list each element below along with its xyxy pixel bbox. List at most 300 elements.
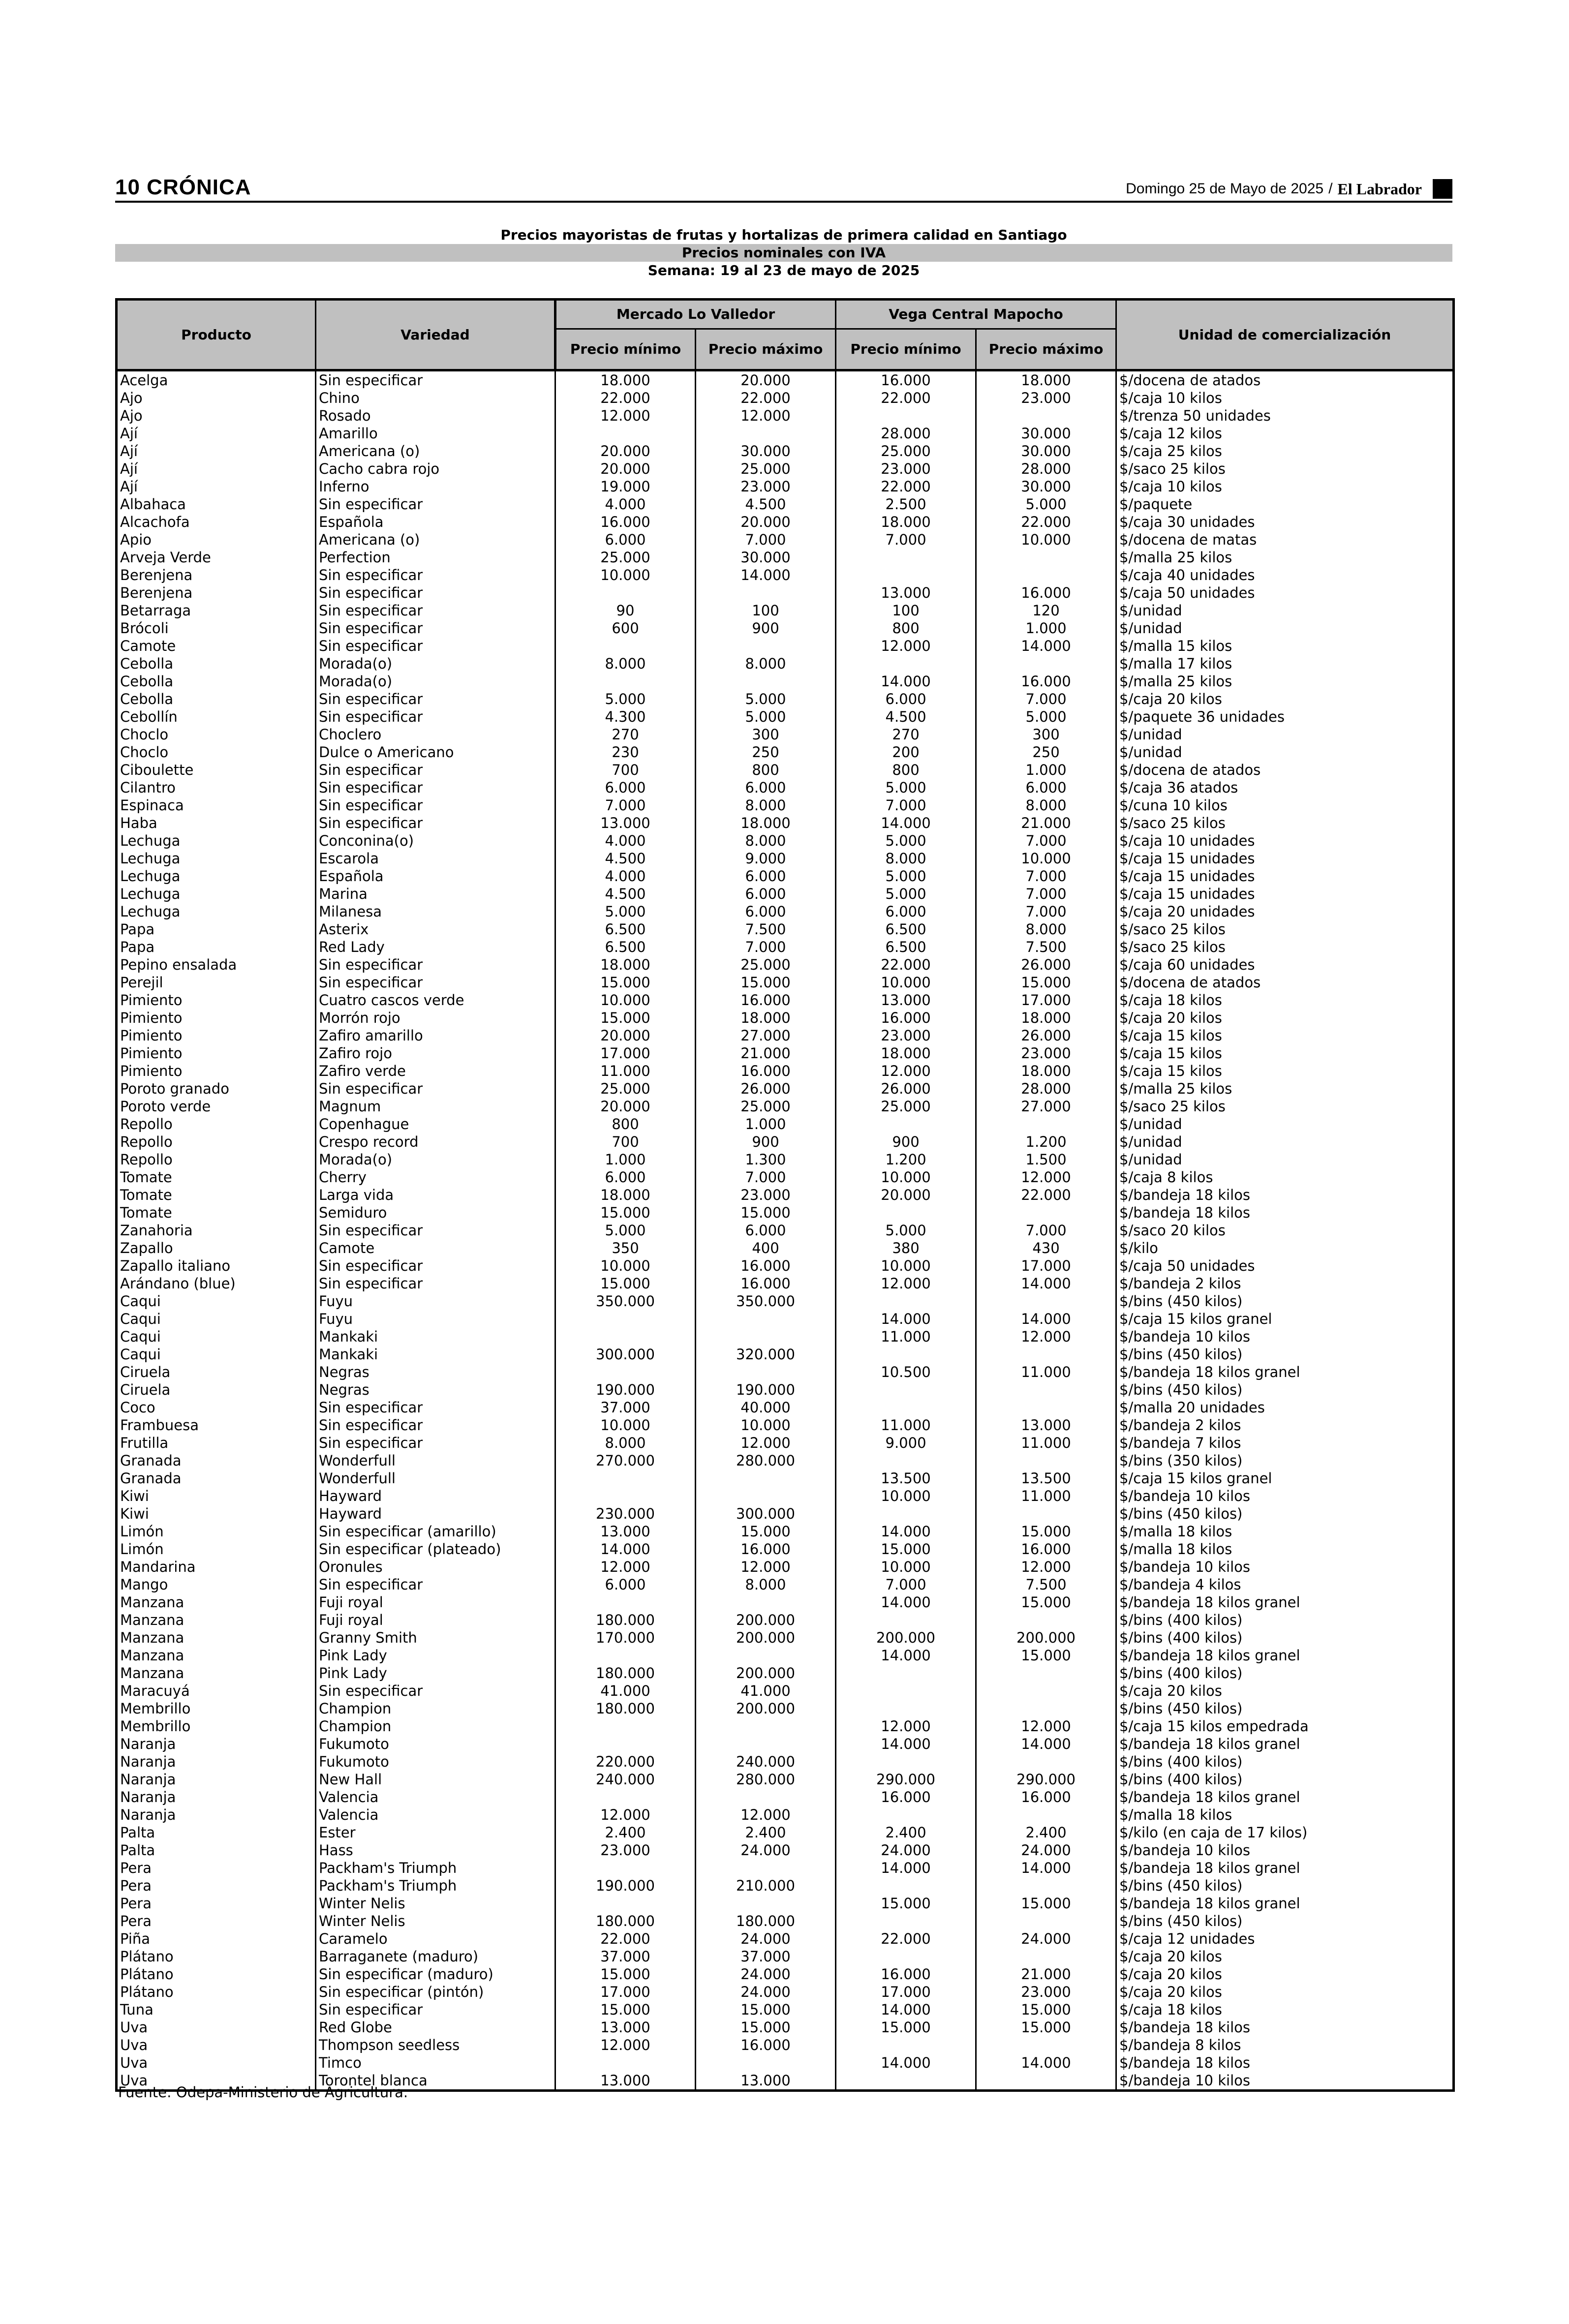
cell-min-vega (836, 1292, 976, 1310)
cell-max-valledor: 18.000 (696, 1009, 836, 1027)
cell-max-vega: 17.000 (976, 991, 1116, 1009)
cell-min-vega: 5.000 (836, 779, 976, 796)
cell-max-vega (976, 1115, 1116, 1133)
cell-min-valledor: 220.000 (555, 1753, 696, 1771)
table-row (117, 956, 1454, 974)
cell-min-valledor: 4.000 (555, 832, 696, 850)
cell-producto: Kiwi (117, 1505, 316, 1523)
cell-unidad: $/bandeja 10 kilos (1116, 1487, 1454, 1505)
cell-min-valledor: 14.000 (555, 1540, 696, 1558)
cell-min-vega (836, 1753, 976, 1771)
cell-unidad: $/bandeja 18 kilos granel (1116, 1593, 1454, 1611)
cell-variedad: Sin especificar (316, 779, 555, 796)
cell-min-vega: 14.000 (836, 1647, 976, 1664)
cell-producto: Lechuga (117, 885, 316, 903)
cell-producto: Arándano (blue) (117, 1275, 316, 1292)
cell-max-valledor: 37.000 (696, 1948, 836, 1965)
table-row (117, 779, 1454, 796)
cell-producto: Lechuga (117, 850, 316, 867)
cell-variedad: Sin especificar (316, 974, 555, 991)
table-row (117, 1080, 1454, 1098)
cell-max-vega (976, 1505, 1116, 1523)
cell-unidad: $/bandeja 7 kilos (1116, 1434, 1454, 1452)
cell-min-valledor (555, 637, 696, 655)
cell-min-valledor (555, 1788, 696, 1806)
cell-min-vega (836, 2072, 976, 2091)
cell-max-vega: 13.500 (976, 1469, 1116, 1487)
cell-variedad: Sin especificar (maduro) (316, 1965, 555, 1983)
cell-max-valledor: 250 (696, 743, 836, 761)
cell-variedad: Sin especificar (pintón) (316, 1983, 555, 2001)
cell-min-valledor: 13.000 (555, 2018, 696, 2036)
table-row (117, 1275, 1454, 1292)
cell-variedad: Sin especificar (316, 956, 555, 974)
cell-unidad: $/caja 8 kilos (1116, 1168, 1454, 1186)
cell-min-vega: 12.000 (836, 1717, 976, 1735)
table-row (117, 1841, 1454, 1859)
cell-variedad: Sin especificar (316, 602, 555, 619)
cell-variedad: Hayward (316, 1487, 555, 1505)
cell-producto: Repollo (117, 1133, 316, 1151)
table-row (117, 478, 1454, 495)
cell-unidad: $/bandeja 2 kilos (1116, 1416, 1454, 1434)
cell-producto: Ají (117, 460, 316, 478)
header-precio-min-1: Precio mínimo (555, 329, 696, 370)
cell-min-vega: 14.000 (836, 1310, 976, 1328)
cell-max-valledor (696, 1788, 836, 1806)
cell-unidad: $/unidad (1116, 743, 1454, 761)
cell-max-valledor: 5.000 (696, 708, 836, 726)
table-row (117, 1487, 1454, 1505)
cell-min-vega: 13.000 (836, 991, 976, 1009)
table-row (117, 1328, 1454, 1345)
cell-unidad: $/bins (400 kilos) (1116, 1753, 1454, 1771)
cell-producto: Lechuga (117, 832, 316, 850)
cell-unidad: $/malla 25 kilos (1116, 673, 1454, 690)
cell-max-valledor (696, 1717, 836, 1735)
cell-max-vega: 27.000 (976, 1098, 1116, 1115)
table-row (117, 1115, 1454, 1133)
cell-max-vega: 7.000 (976, 867, 1116, 885)
cell-unidad: $/caja 20 kilos (1116, 1948, 1454, 1965)
cell-min-vega: 15.000 (836, 1895, 976, 1912)
cell-producto: Manzana (117, 1611, 316, 1629)
cell-min-valledor: 8.000 (555, 1434, 696, 1452)
cell-min-valledor: 10.000 (555, 1416, 696, 1434)
cell-max-vega: 28.000 (976, 1080, 1116, 1098)
header-right (1126, 179, 1452, 199)
cell-producto: Repollo (117, 1151, 316, 1168)
cell-unidad: $/bandeja 10 kilos (1116, 1841, 1454, 1859)
table-row (117, 460, 1454, 478)
table-titles (115, 226, 1452, 279)
cell-unidad: $/caja 15 kilos granel (1116, 1469, 1454, 1487)
table-row (117, 1186, 1454, 1204)
cell-min-vega: 900 (836, 1133, 976, 1151)
table-row (117, 1168, 1454, 1186)
cell-unidad: $/caja 50 unidades (1116, 1257, 1454, 1275)
cell-unidad: $/saco 25 kilos (1116, 1098, 1454, 1115)
cell-max-valledor: 6.000 (696, 903, 836, 920)
cell-unidad: $/bandeja 10 kilos (1116, 2072, 1454, 2091)
cell-max-vega: 26.000 (976, 956, 1116, 974)
cell-producto: Haba (117, 814, 316, 832)
cell-max-vega: 200.000 (976, 1629, 1116, 1647)
cell-max-vega: 16.000 (976, 584, 1116, 602)
cell-unidad: $/bandeja 18 kilos granel (1116, 1735, 1454, 1753)
cell-min-valledor: 90 (555, 602, 696, 619)
cell-producto: Ajo (117, 389, 316, 407)
cell-max-vega: 22.000 (976, 513, 1116, 531)
cell-max-vega: 22.000 (976, 1186, 1116, 1204)
cell-variedad: Sin especificar (316, 1222, 555, 1239)
cell-variedad: Barraganete (maduro) (316, 1948, 555, 1965)
header-producto: Producto (117, 300, 316, 370)
header-variedad: Variedad (316, 300, 555, 370)
cell-max-valledor: 12.000 (696, 407, 836, 425)
table-row (117, 1611, 1454, 1629)
cell-min-vega: 16.000 (836, 1965, 976, 1983)
cell-max-valledor: 15.000 (696, 974, 836, 991)
cell-producto: Naranja (117, 1788, 316, 1806)
cell-unidad: $/saco 25 kilos (1116, 460, 1454, 478)
cell-min-vega: 270 (836, 726, 976, 743)
cell-producto: Arveja Verde (117, 549, 316, 566)
cell-min-valledor: 230.000 (555, 1505, 696, 1523)
cell-max-valledor (696, 425, 836, 442)
cell-min-valledor: 41.000 (555, 1682, 696, 1700)
table-row (117, 885, 1454, 903)
cell-max-valledor: 180.000 (696, 1912, 836, 1930)
cell-min-vega: 10.500 (836, 1363, 976, 1381)
cell-producto: Mango (117, 1576, 316, 1593)
cell-producto: Apio (117, 531, 316, 549)
cell-variedad: Winter Nelis (316, 1895, 555, 1912)
cell-min-valledor: 18.000 (555, 370, 696, 390)
cell-min-valledor: 700 (555, 1133, 696, 1151)
cell-unidad: $/bins (350 kilos) (1116, 1452, 1454, 1469)
cell-min-vega: 14.000 (836, 1523, 976, 1540)
cell-max-vega: 7.000 (976, 832, 1116, 850)
cell-max-vega (976, 2036, 1116, 2054)
cell-min-vega: 14.000 (836, 2001, 976, 2018)
cell-max-vega: 23.000 (976, 1983, 1116, 2001)
table-row (117, 1629, 1454, 1647)
cell-variedad: Sin especificar (316, 708, 555, 726)
cell-max-vega: 18.000 (976, 1009, 1116, 1027)
cell-unidad: $/caja 15 kilos (1116, 1062, 1454, 1080)
cell-min-valledor: 37.000 (555, 1948, 696, 1965)
cell-max-vega: 15.000 (976, 1647, 1116, 1664)
table-row (117, 389, 1454, 407)
cell-variedad: Pink Lady (316, 1647, 555, 1664)
cell-max-vega: 12.000 (976, 1558, 1116, 1576)
cell-producto: Manzana (117, 1593, 316, 1611)
cell-unidad: $/caja 10 kilos (1116, 478, 1454, 495)
table-body (117, 370, 1454, 2091)
cell-unidad: $/bandeja 4 kilos (1116, 1576, 1454, 1593)
cell-unidad: $/kilo (1116, 1239, 1454, 1257)
cell-max-valledor: 7.500 (696, 920, 836, 938)
cell-min-valledor: 800 (555, 1115, 696, 1133)
cell-producto: Pera (117, 1859, 316, 1877)
cell-max-valledor: 16.000 (696, 1540, 836, 1558)
cell-min-valledor (555, 1310, 696, 1328)
cell-producto: Pimiento (117, 1062, 316, 1080)
cell-max-valledor (696, 584, 836, 602)
cell-variedad: Semiduro (316, 1204, 555, 1222)
table-row (117, 1310, 1454, 1328)
cell-variedad: Dulce o Americano (316, 743, 555, 761)
cell-variedad: Packham's Triumph (316, 1877, 555, 1895)
cell-producto: Kiwi (117, 1487, 316, 1505)
cell-producto: Pera (117, 1912, 316, 1930)
cell-unidad: $/caja 20 kilos (1116, 1983, 1454, 2001)
table-row (117, 1912, 1454, 1930)
table-row (117, 673, 1454, 690)
cell-max-vega: 15.000 (976, 1895, 1116, 1912)
cell-variedad: Larga vida (316, 1186, 555, 1204)
cell-variedad: Fukumoto (316, 1753, 555, 1771)
cell-producto: Pimiento (117, 1009, 316, 1027)
cell-min-valledor: 4.000 (555, 495, 696, 513)
cell-max-valledor: 16.000 (696, 1257, 836, 1275)
cell-producto: Caqui (117, 1328, 316, 1345)
cell-max-vega: 28.000 (976, 460, 1116, 478)
table-row (117, 1771, 1454, 1788)
cell-min-valledor (555, 1469, 696, 1487)
cell-max-vega: 15.000 (976, 2018, 1116, 2036)
cell-variedad: Fuji royal (316, 1593, 555, 1611)
cell-unidad: $/docena de atados (1116, 974, 1454, 991)
cell-min-vega: 5.000 (836, 1222, 976, 1239)
cell-variedad: Fukumoto (316, 1735, 555, 1753)
cell-variedad: Hass (316, 1841, 555, 1859)
cell-variedad: Wonderfull (316, 1452, 555, 1469)
table-row (117, 1895, 1454, 1912)
cell-max-valledor: 14.000 (696, 566, 836, 584)
cell-producto: Zanahoria (117, 1222, 316, 1239)
cell-max-vega (976, 655, 1116, 673)
table-row (117, 1664, 1454, 1682)
cell-min-vega (836, 655, 976, 673)
cell-producto: Perejil (117, 974, 316, 991)
cell-min-vega: 10.000 (836, 1257, 976, 1275)
table-row (117, 690, 1454, 708)
cell-max-valledor: 200.000 (696, 1611, 836, 1629)
cell-max-vega: 16.000 (976, 1788, 1116, 1806)
cell-min-vega: 14.000 (836, 1859, 976, 1877)
table-row (117, 1062, 1454, 1080)
cell-max-vega: 300 (976, 726, 1116, 743)
cell-max-valledor: 20.000 (696, 513, 836, 531)
table-row (117, 1257, 1454, 1275)
cell-unidad: $/caja 50 unidades (1116, 584, 1454, 602)
cell-min-vega: 7.000 (836, 1576, 976, 1593)
cell-unidad: $/docena de atados (1116, 761, 1454, 779)
cell-variedad: Magnum (316, 1098, 555, 1115)
cell-producto: Maracuyá (117, 1682, 316, 1700)
cell-unidad: $/caja 15 kilos empedrada (1116, 1717, 1454, 1735)
cell-min-valledor: 8.000 (555, 655, 696, 673)
cell-variedad: Sin especificar (316, 1275, 555, 1292)
cell-min-valledor: 23.000 (555, 1841, 696, 1859)
table-row (117, 1948, 1454, 1965)
cell-min-vega: 800 (836, 619, 976, 637)
cell-min-valledor: 700 (555, 761, 696, 779)
table-row (117, 1044, 1454, 1062)
cell-variedad: Oronules (316, 1558, 555, 1576)
cell-max-valledor: 7.000 (696, 938, 836, 956)
cell-min-vega: 12.000 (836, 1275, 976, 1292)
cell-min-vega: 14.000 (836, 814, 976, 832)
cell-unidad: $/kilo (en caja de 17 kilos) (1116, 1824, 1454, 1841)
cell-max-vega: 7.500 (976, 938, 1116, 956)
cell-min-valledor: 20.000 (555, 1027, 696, 1044)
cell-max-valledor: 320.000 (696, 1345, 836, 1363)
cell-max-valledor: 4.500 (696, 495, 836, 513)
cell-min-vega: 10.000 (836, 1558, 976, 1576)
cell-min-vega: 22.000 (836, 389, 976, 407)
cell-variedad: Sin especificar (316, 1576, 555, 1593)
cell-min-valledor: 22.000 (555, 1930, 696, 1948)
cell-variedad: Red Globe (316, 2018, 555, 2036)
cell-producto: Repollo (117, 1115, 316, 1133)
cell-max-vega (976, 1292, 1116, 1310)
cell-variedad: Sin especificar (316, 495, 555, 513)
cell-variedad: Choclero (316, 726, 555, 743)
cell-min-valledor: 12.000 (555, 2036, 696, 2054)
table-row (117, 442, 1454, 460)
cell-producto: Caqui (117, 1310, 316, 1328)
cell-min-vega: 100 (836, 602, 976, 619)
cell-max-vega: 120 (976, 602, 1116, 619)
cell-variedad: Escarola (316, 850, 555, 867)
cell-min-vega: 5.000 (836, 832, 976, 850)
cell-variedad: Sin especificar (316, 1399, 555, 1416)
cell-max-vega (976, 1682, 1116, 1700)
table-row (117, 1133, 1454, 1151)
cell-variedad: Wonderfull (316, 1469, 555, 1487)
cell-max-valledor: 280.000 (696, 1452, 836, 1469)
cell-max-vega: 12.000 (976, 1168, 1116, 1186)
cell-min-vega: 1.200 (836, 1151, 976, 1168)
cell-max-valledor: 200.000 (696, 1664, 836, 1682)
cell-max-vega (976, 1664, 1116, 1682)
cell-producto: Poroto granado (117, 1080, 316, 1098)
cell-variedad: Timco (316, 2054, 555, 2072)
cell-max-vega: 7.000 (976, 903, 1116, 920)
cell-unidad: $/bandeja 18 kilos (1116, 1186, 1454, 1204)
cell-min-valledor (555, 1859, 696, 1877)
cell-max-vega: 7.500 (976, 1576, 1116, 1593)
cell-max-valledor: 200.000 (696, 1700, 836, 1717)
cell-unidad: $/caja 20 kilos (1116, 690, 1454, 708)
cell-min-vega (836, 1115, 976, 1133)
cell-max-valledor: 190.000 (696, 1381, 836, 1399)
cell-max-vega: 430 (976, 1239, 1116, 1257)
table-row (117, 1416, 1454, 1434)
table-row (117, 938, 1454, 956)
table-row (117, 1647, 1454, 1664)
header-separator: / (1328, 181, 1333, 197)
table-row (117, 1824, 1454, 1841)
cell-min-valledor (555, 425, 696, 442)
cell-max-vega (976, 407, 1116, 425)
table-row (117, 407, 1454, 425)
page-section: 10 CRÓNICA (115, 175, 251, 199)
table-row (117, 1098, 1454, 1115)
cell-max-valledor (696, 1895, 836, 1912)
cell-min-valledor (555, 673, 696, 690)
cell-min-valledor: 4.000 (555, 867, 696, 885)
cell-min-valledor: 12.000 (555, 407, 696, 425)
cell-min-valledor: 180.000 (555, 1912, 696, 1930)
cell-max-vega (976, 1948, 1116, 1965)
cell-min-valledor: 11.000 (555, 1062, 696, 1080)
table-row (117, 602, 1454, 619)
cell-min-vega (836, 1611, 976, 1629)
cell-unidad: $/bins (400 kilos) (1116, 1664, 1454, 1682)
cell-unidad: $/bandeja 18 kilos (1116, 2054, 1454, 2072)
cell-producto: Lechuga (117, 867, 316, 885)
cell-unidad: $/bins (400 kilos) (1116, 1771, 1454, 1788)
cell-min-valledor: 240.000 (555, 1771, 696, 1788)
cell-min-valledor: 25.000 (555, 549, 696, 566)
cell-unidad: $/bandeja 18 kilos granel (1116, 1363, 1454, 1381)
cell-variedad: Marina (316, 885, 555, 903)
cell-min-valledor: 12.000 (555, 1558, 696, 1576)
cell-min-vega (836, 1700, 976, 1717)
cell-variedad: Copenhague (316, 1115, 555, 1133)
cell-max-valledor: 12.000 (696, 1806, 836, 1824)
cell-max-vega: 15.000 (976, 1523, 1116, 1540)
cell-min-vega (836, 1948, 976, 1965)
cell-min-vega: 200 (836, 743, 976, 761)
header-precio-min-2: Precio mínimo (836, 329, 976, 370)
cell-variedad: Champion (316, 1700, 555, 1717)
cell-max-valledor: 16.000 (696, 991, 836, 1009)
cell-max-vega (976, 1700, 1116, 1717)
cell-min-vega (836, 1505, 976, 1523)
cell-producto: Acelga (117, 370, 316, 390)
cell-max-valledor: 240.000 (696, 1753, 836, 1771)
cell-min-vega: 22.000 (836, 478, 976, 495)
cell-variedad: Sin especificar (316, 690, 555, 708)
cell-max-valledor: 2.400 (696, 1824, 836, 1841)
table-row (117, 867, 1454, 885)
cell-unidad: $/caja 25 kilos (1116, 442, 1454, 460)
cell-min-valledor (555, 1363, 696, 1381)
cell-min-valledor: 6.000 (555, 531, 696, 549)
cell-min-vega (836, 1399, 976, 1416)
table-row (117, 1381, 1454, 1399)
cell-unidad: $/caja 20 kilos (1116, 1965, 1454, 1983)
cell-producto: Manzana (117, 1664, 316, 1682)
cell-producto: Plátano (117, 1983, 316, 2001)
week-label: Semana: 19 al 23 de mayo de 2025 (647, 262, 920, 278)
cell-min-valledor (555, 1895, 696, 1912)
cell-variedad: Mankaki (316, 1328, 555, 1345)
cell-max-vega: 23.000 (976, 389, 1116, 407)
cell-variedad: Sin especificar (316, 1682, 555, 1700)
table-row (117, 743, 1454, 761)
cell-max-valledor: 1.300 (696, 1151, 836, 1168)
cell-min-vega: 6.000 (836, 690, 976, 708)
cell-max-vega (976, 1381, 1116, 1399)
cell-variedad: Americana (o) (316, 531, 555, 549)
cell-min-valledor: 15.000 (555, 1204, 696, 1222)
